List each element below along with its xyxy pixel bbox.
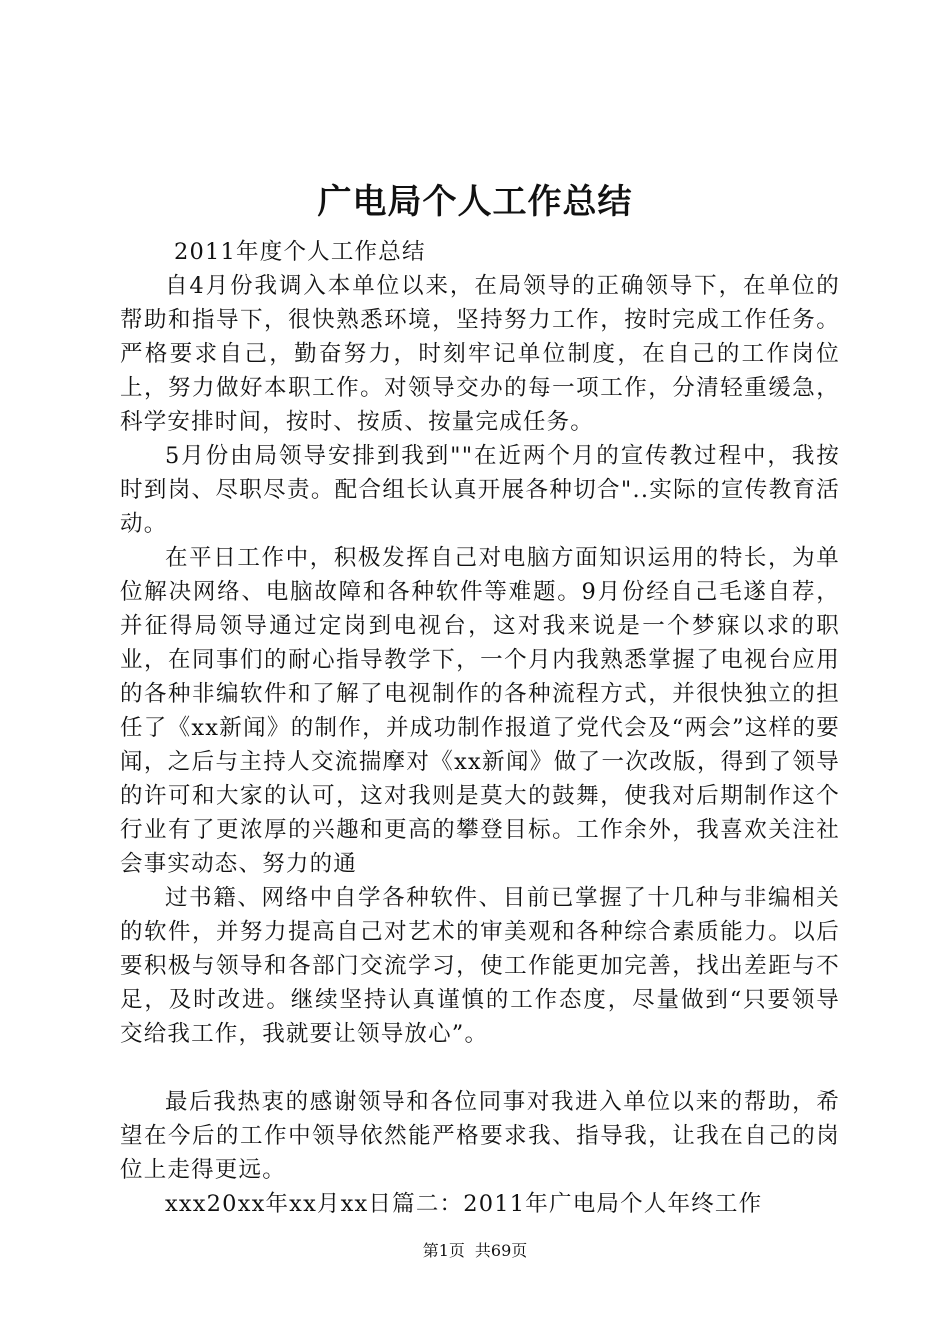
page-number: 第1页 xyxy=(422,1241,465,1260)
document-body xyxy=(120,235,840,1221)
paragraph-spacer xyxy=(120,1051,840,1085)
paragraph-4: 过书籍、网络中自学各种软件、目前已掌握了十几种与非编相关的软件，并努力提高自己对艺术的审美观和各种综合素质能力。以后要积极与领导和各部门交流学习，使工作能更加完善，找出差距与不足，及时改进。继续坚持认真谨慎的工作态度，尽量做到“只要领导交给我工作，我就要让领导放心”。 xyxy=(120,885,840,1047)
document-title: 广电局个人工作总结 xyxy=(317,182,633,222)
paragraph-6: xxx20xx年xx月xx日篇二：2011年广电局个人年终工作 xyxy=(165,1191,763,1217)
document-subtitle: 2011年度个人工作总结 xyxy=(174,239,426,265)
paragraph-5: 最后我热衷的感谢领导和各位同事对我进入单位以来的帮助，希望在今后的工作中领导依然能严格要求我、指导我，让我在自己的岗位上走得更远。 xyxy=(120,1089,840,1183)
paragraph-2: 5月份由局领导安排到我到""在近两个月的宣传教过程中，我按时到岗、尽职尽责。配合组长认真开展各种切合"..实际的宣传教育活动。 xyxy=(120,443,840,537)
paragraph-1: 自4月份我调入本单位以来，在局领导的正确领导下，在单位的帮助和指导下，很快熟悉环境，坚持努力工作，按时完成工作任务。严格要求自己，勤奋努力，时刻牢记单位制度，在自己的工作岗位上，努力做好本职工作。对领导交办的每一项工作，分清轻重缓急，科学安排时间，按时、按质、按量完成任务。 xyxy=(120,273,840,435)
paragraph-3: 在平日工作中，积极发挥自己对电脑方面知识运用的特长，为单位解决网络、电脑故障和各种软件等难题。9月份经自己毛遂自荐，并征得局领导通过定岗到电视台，这对我来说是一个梦寐以求的职业，在同事们的耐心指导教学下，一个月内我熟悉掌握了电视台应用的各种非编软件和了解了电视制作的各种流程方式，并很快独立的担任了《xx新闻》的制作，并成功制作报道了党代会及“两会”这样的要闻，之后与主持人交流揣摩对《xx新闻》做了一次改版，得到了领导的许可和大家的认可，这对我则是莫大的鼓舞，使我对后期制作这个行业有了更浓厚的兴趣和更高的攀登目标。工作余外，我喜欢关注社会事实动态、努力的通 xyxy=(120,545,840,877)
page-footer xyxy=(0,1240,950,1262)
page-total: 共69页 xyxy=(474,1241,528,1260)
